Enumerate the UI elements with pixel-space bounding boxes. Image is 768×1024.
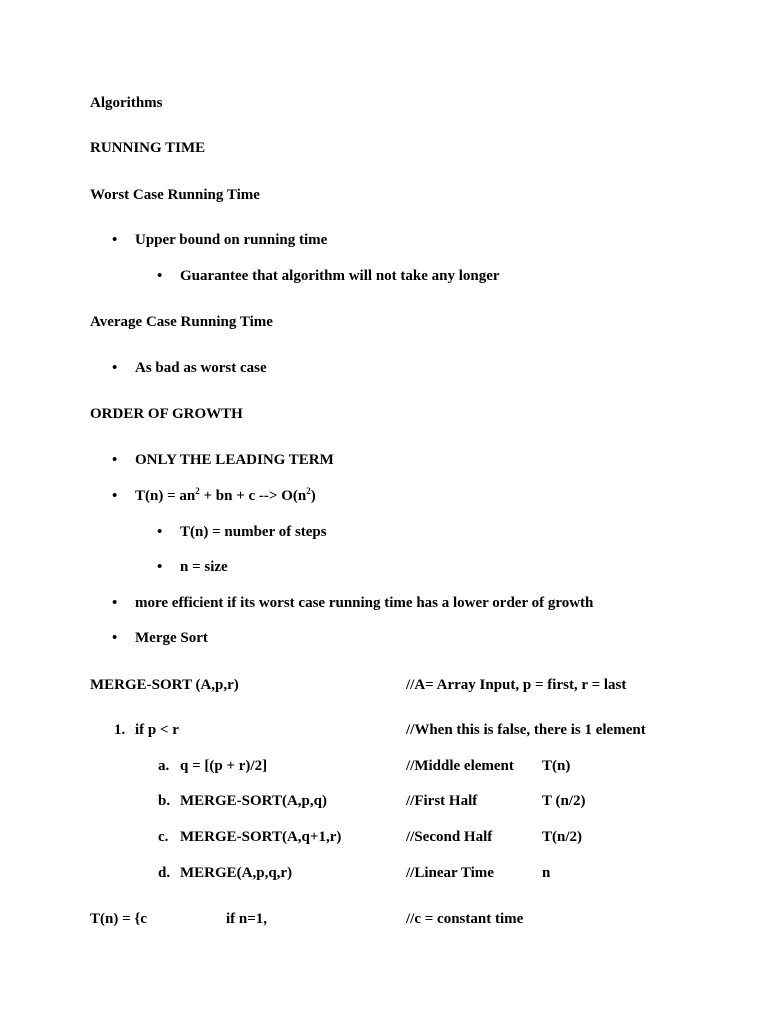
heading-running-time: RUNNING TIME [90,140,206,156]
bullet-icon: • [157,559,163,575]
list-item: Guarantee that algorithm will not take any longer [180,268,500,284]
list-item: As bad as worst case [135,360,267,376]
step-cost: T (n/2) [542,793,586,809]
list-item: T(n) = number of steps [180,524,327,540]
formula-part: + bn + c --> O(n [199,488,307,504]
superscript: 2 [306,486,311,496]
code-line: if p < r [135,722,179,738]
formula-part: ) [310,488,316,504]
list-item: n = size [180,559,228,575]
step-number: 1. [114,722,126,738]
formula-line [135,487,316,505]
code-comment: //c = constant time [406,911,524,927]
step-letter: c. [158,829,169,845]
heading-worst-case: Worst Case Running Time [90,187,260,203]
code-line: MERGE-SORT(A,q+1,r) [180,829,342,845]
bullet-icon: • [112,488,118,504]
heading-average-case: Average Case Running Time [90,314,273,330]
list-item: Upper bound on running time [135,232,328,248]
step-letter: b. [158,793,171,809]
code-comment: //When this is false, there is 1 element [406,722,646,738]
code-line: MERGE-SORT(A,p,q) [180,793,327,809]
formula-part: T(n) = an [135,488,196,504]
list-item: ONLY THE LEADING TERM [135,452,334,468]
code-comment: //First Half [406,793,478,809]
superscript: 2 [195,486,200,496]
recurrence-left: T(n) = {c [90,911,147,927]
step-letter: a. [158,758,170,774]
code-comment: //Middle element [406,758,514,774]
code-comment: //Linear Time [406,865,494,881]
bullet-icon: • [112,452,118,468]
merge-sort-signature: MERGE-SORT (A,p,r) [90,677,239,693]
code-line: MERGE(A,p,q,r) [180,865,293,881]
bullet-icon: • [157,524,163,540]
bullet-icon: • [112,360,118,376]
list-item: Merge Sort [135,630,208,646]
step-cost: T(n/2) [542,829,583,845]
code-line: q = [(p + r)/2] [180,758,268,774]
doc-title: Algorithms [90,95,163,111]
list-item: more efficient if its worst case running time has a lower order of growth [135,595,594,611]
code-comment: //Second Half [406,829,493,845]
step-letter: d. [158,865,171,881]
bullet-icon: • [112,630,118,646]
heading-order-of-growth: ORDER OF GROWTH [90,406,243,422]
bullet-icon: • [157,268,163,284]
code-comment: //A= Array Input, p = first, r = last [406,677,627,693]
recurrence-condition: if n=1, [226,911,268,927]
step-cost: T(n) [542,758,571,774]
step-cost: n [542,865,551,881]
bullet-icon: • [112,595,118,611]
bullet-icon: • [112,232,118,248]
